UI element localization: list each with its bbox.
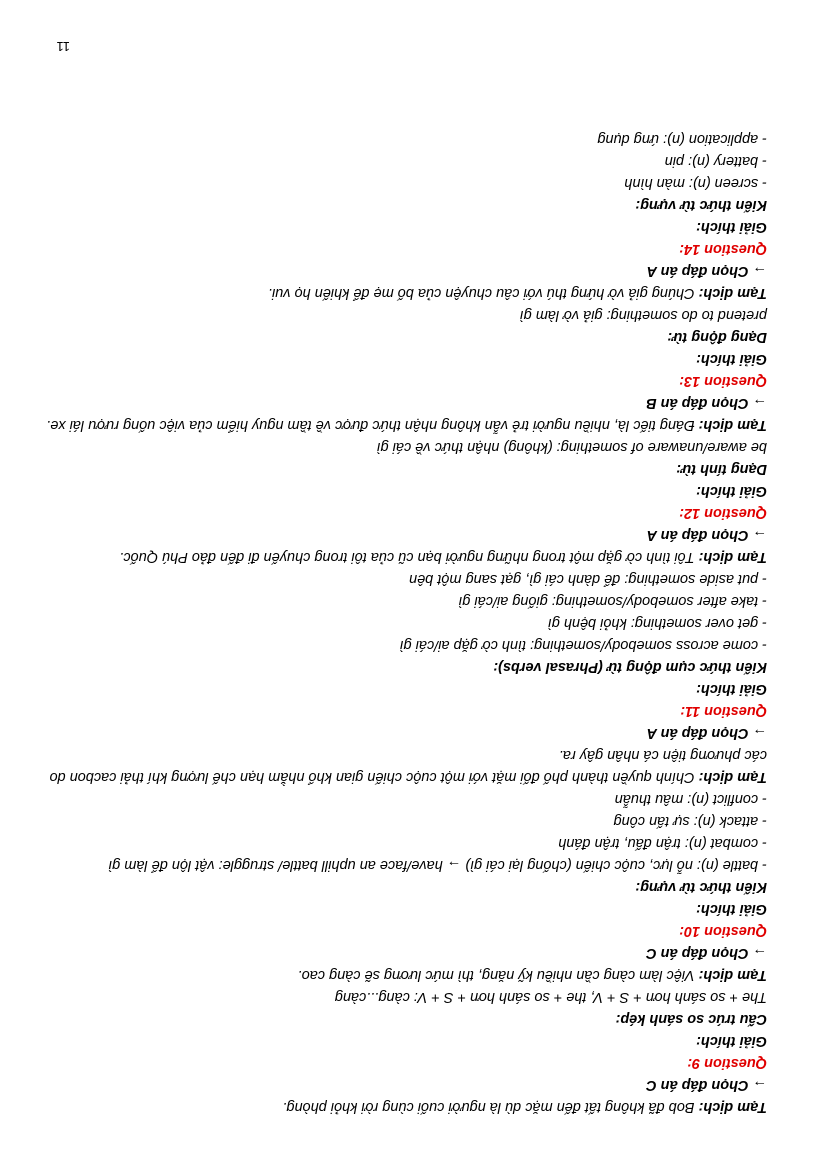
grammar-line: The + so sánh hơn + S + V, the + so sánh hơn + S + V: càng...càng bbox=[334, 989, 767, 1005]
question-heading: Question 10: bbox=[679, 923, 767, 939]
verb-form-heading: Dạng động từ: bbox=[667, 329, 767, 345]
question-heading: Question 14: bbox=[679, 241, 767, 257]
vocabulary-item: - get over something: khỏi bệnh gì bbox=[547, 615, 767, 631]
answer-line: → Chọn đáp án B bbox=[646, 395, 767, 411]
explanation-heading: Giải thích: bbox=[696, 219, 767, 235]
vocabulary-item: - put aside something: để dành cái gì, gạt sang một bên bbox=[409, 571, 767, 587]
phrasal-verbs-heading: Kiến thức cụm động từ (Phrasal verbs): bbox=[493, 659, 767, 675]
vocabulary-item: - come across somebody/something: tình cờ gặp ai/cái gì bbox=[399, 637, 767, 653]
question-heading: Question 9: bbox=[687, 1055, 767, 1071]
answer-line: → Chọn đáp án C bbox=[646, 1077, 767, 1093]
translation-line: Tạm dịch: Đáng tiếc là, nhiều người trẻ vẫn không nhận thức được về tầm nguy hiểm của việc uống rượu lái xe. bbox=[46, 417, 767, 433]
vocabulary-item: - take after somebody/something: giống ai/cái gì bbox=[458, 593, 767, 609]
question-heading: Question 11: bbox=[680, 703, 767, 719]
vocabulary-item: - application (n): ứng dụng bbox=[597, 131, 767, 147]
vocabulary-item: - combat (n): trận đấu, trận đánh bbox=[558, 835, 767, 851]
explanation-heading: Giải thích: bbox=[696, 483, 767, 499]
explanation-heading: Giải thích: bbox=[696, 351, 767, 367]
translation-line: Tạm dịch: Việc làm càng cần nhiều kỹ năng, thì mức lương sẽ càng cao. bbox=[297, 967, 767, 983]
grammar-line: pretend to do something: giả vờ làm gì bbox=[519, 307, 767, 323]
vocabulary-item: - attack (n): sự tấn công bbox=[613, 813, 767, 829]
translation-line: Tạm dịch: Chính quyền thành phố đối mặt với một cuộc chiến gian khổ nhằm hạn chế lượng khí thải cacbon do các phương tiện cá nhân gây ra. bbox=[49, 747, 767, 785]
vocabulary-item: - screen (n): màn hình bbox=[624, 175, 767, 191]
vocabulary-heading: Kiến thức từ vựng: bbox=[635, 197, 767, 213]
vocabulary-item: - conflict (n): mâu thuẫn bbox=[614, 791, 767, 807]
vocabulary-item: - battery (n): pin bbox=[664, 153, 767, 169]
grammar-line: be aware/unaware of something: (không) nhận thức về cái gì bbox=[376, 439, 767, 455]
document-body bbox=[37, 128, 767, 1118]
answer-line: → Chọn đáp án A bbox=[646, 263, 767, 279]
vocabulary-heading: Kiến thức từ vựng: bbox=[635, 879, 767, 895]
answer-line: → Chọn đáp án A bbox=[646, 725, 767, 741]
answer-line: → Chọn đáp án A bbox=[646, 527, 767, 543]
translation-line: Tạm dịch: Bob đã không tất đến mặc dù là người cuối cùng rời khỏi phòng. bbox=[282, 1099, 767, 1115]
grammar-heading: Cấu trúc so sánh kép: bbox=[615, 1011, 767, 1027]
vocabulary-item: - battle (n): nỗ lực, cuộc chiến (chống lại cái gì) → have/face an uphill battle/ struggle: vật lộn để làm gì bbox=[108, 857, 767, 873]
adjective-heading: Dạng tính từ: bbox=[676, 461, 767, 477]
translation-line: Tạm dịch: Tôi tình cờ gặp một trong những người bạn cũ của tôi trong chuyến đi đến đảo Phú Quốc. bbox=[119, 549, 767, 565]
answer-line: → Chọn đáp án C bbox=[646, 945, 767, 961]
explanation-heading: Giải thích: bbox=[696, 1033, 767, 1049]
translation-line: Tạm dịch: Chúng giả vờ hứng thú với câu chuyện của bố mẹ để khiến họ vui. bbox=[267, 285, 767, 301]
explanation-heading: Giải thích: bbox=[696, 901, 767, 917]
question-heading: Question 13: bbox=[679, 373, 767, 389]
explanation-heading: Giải thích: bbox=[696, 681, 767, 697]
question-heading: Question 12: bbox=[679, 505, 767, 521]
page-number: 11 bbox=[56, 39, 70, 54]
